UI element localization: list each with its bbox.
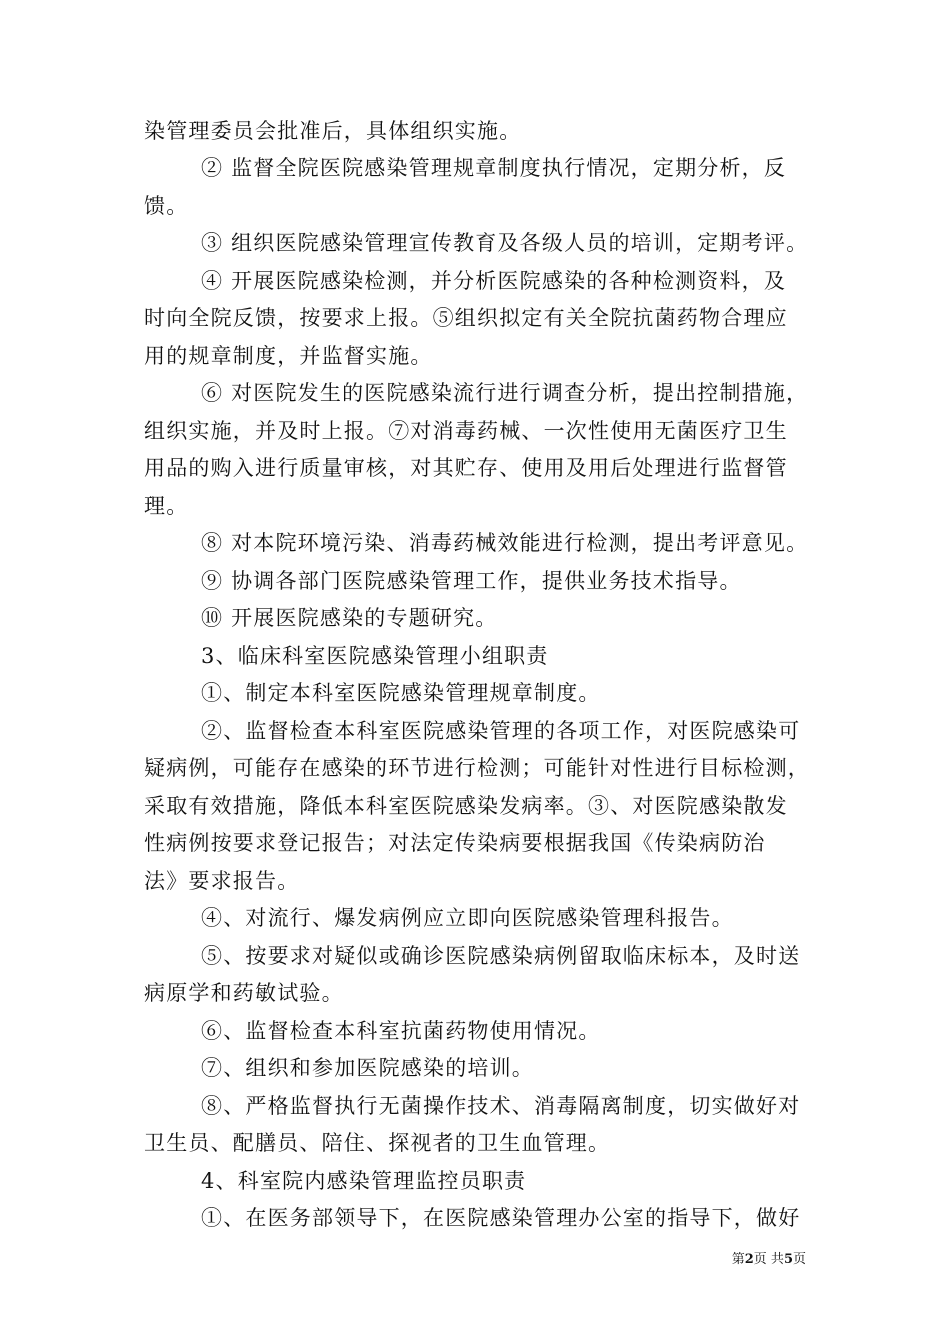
text-line: 组织实施，并及时上报。⑦对消毒药械、一次性使用无菌医疗卫生 (144, 418, 788, 443)
text-line: 用品的购入进行质量审核，对其贮存、使用及用后处理进行监督管 (144, 456, 788, 481)
text-line: ⑧、严格监督执行无菌操作技术、消毒隔离制度，切实做好对 (201, 1093, 801, 1118)
text-line: 卫生员、配膳员、陪住、探视者的卫生血管理。 (144, 1131, 611, 1156)
text-line: ①、在医务部领导下，在医院感染管理办公室的指导下，做好 (201, 1206, 801, 1230)
text-line: 用的规章制度，并监督实施。 (144, 343, 433, 368)
text-line: ⑦、组织和参加医院感染的培训。 (201, 1056, 534, 1081)
text-line: 法》要求报告。 (144, 868, 300, 893)
text-line: 采取有效措施，降低本科室医院感染发病率。③、对医院感染散发 (144, 793, 788, 818)
text-line: 理。 (144, 493, 189, 518)
footer-suffix: 页 (792, 1252, 806, 1267)
text-line: 疑病例，可能存在感染的环节进行检测；可能针对性进行目标检测， (144, 756, 810, 781)
text-line: ⑤、按要求对疑似或确诊医院感染病例留取临床标本，及时送 (201, 943, 801, 968)
text-line: ①、制定本科室医院感染管理规章制度。 (201, 681, 601, 706)
text-line: ③ 组织医院感染管理宣传教育及各级人员的培训，定期考评。 (201, 231, 809, 256)
section-heading: 3、临床科室医院感染管理小组职责 (201, 643, 549, 668)
text-line: ⑨ 协调各部门医院感染管理工作，提供业务技术指导。 (201, 568, 742, 593)
text-line: ② 监督全院医院感染管理规章制度执行情况，定期分析，反 (201, 156, 787, 181)
footer-prefix: 第 (731, 1252, 745, 1267)
current-page-number: 2 (744, 1252, 754, 1267)
text-line: ⑩ 开展医院感染的专题研究。 (201, 606, 498, 631)
text-line: 性病例按要求登记报告；对法定传染病要根据我国《传染病防治 (144, 831, 766, 856)
text-line: ⑥、监督检查本科室抗菌药物使用情况。 (201, 1018, 601, 1043)
text-line: 时向全院反馈，按要求上报。⑤组织拟定有关全院抗菌药物合理应 (144, 306, 788, 331)
text-line: 馈。 (144, 193, 189, 218)
page-number-footer (732, 1248, 806, 1267)
section-heading: 4、科室院内感染管理监控员职责 (201, 1168, 527, 1193)
text-line: ④、对流行、爆发病例应立即向医院感染管理科报告。 (201, 906, 734, 931)
text-line: 染管理委员会批准后，具体组织实施。 (144, 119, 522, 143)
text-line: ④ 开展医院感染检测，并分析医院感染的各种检测资料，及 (201, 268, 787, 293)
text-line: ⑥ 对医院发生的医院感染流行进行调查分析，提出控制措施， (201, 381, 809, 406)
total-page-number: 5 (783, 1252, 793, 1267)
text-line: ⑧ 对本院环境污染、消毒药械效能进行检测，提出考评意见。 (201, 531, 809, 556)
text-line: ②、监督检查本科室医院感染管理的各项工作，对医院感染可 (201, 718, 801, 743)
text-line: 病原学和药敏试验。 (144, 981, 344, 1006)
footer-middle: 页 共 (753, 1252, 784, 1267)
